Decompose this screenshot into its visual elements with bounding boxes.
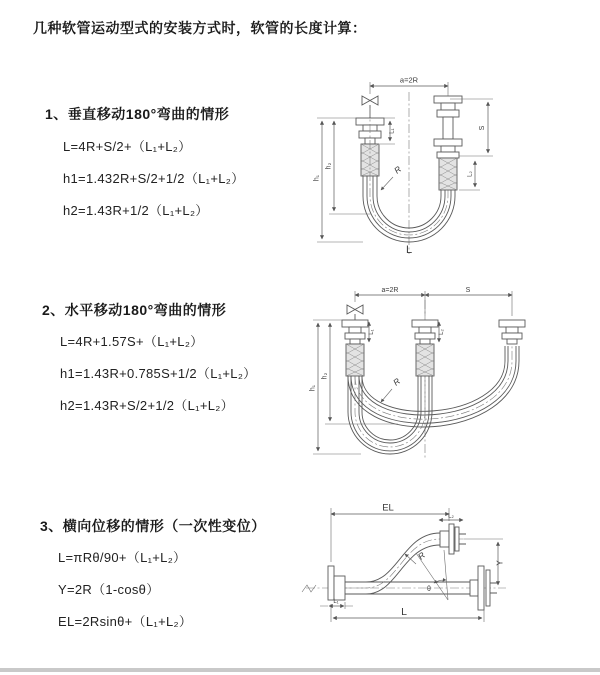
right-flange <box>434 96 462 158</box>
section-1-formula-h1: h1=1.432R+S/2+1/2（L₁+L₂） <box>63 171 245 186</box>
break-mark <box>302 585 316 592</box>
dim-s-label: S <box>479 125 486 131</box>
middle-flange <box>412 320 438 344</box>
dim-el-label: EL <box>382 502 394 514</box>
section-1-formula-h2: h2=1.43R+1/2（L₁+L₂） <box>63 203 209 218</box>
section-2-formula-L: L=4R+1.57S+（L₁+L₂） <box>60 334 204 349</box>
left-flange <box>342 320 368 344</box>
section-2-formula-h2: h2=1.43R+S/2+1/2（L₁+L₂） <box>60 398 234 413</box>
left-flange <box>328 566 345 600</box>
radius-label: R <box>392 163 404 176</box>
dim-l2-label: L₂ <box>448 513 454 520</box>
dim-a2r-label: a=2R <box>399 75 419 85</box>
dim-y-label: Y <box>495 560 505 566</box>
section-3-formula-L: L=πRθ/90+（L₁+L₂） <box>58 550 187 565</box>
radius-label: R <box>415 549 427 562</box>
page-title: 几种软管运动型式的安装方式时，软管的长度计算： <box>33 20 367 36</box>
section-3-formula-EL: EL=2Rsinθ+（L₁+L₂） <box>58 614 193 629</box>
radius-label: R <box>391 375 403 388</box>
dim-l1-label: L₁ <box>389 128 396 134</box>
dim-l1-label: L₁ <box>333 599 339 605</box>
dim-h1-label: h₁ <box>309 384 317 392</box>
right-flange <box>499 320 525 344</box>
dim-h2-label: h₂ <box>325 162 333 170</box>
section-1-heading: 1、垂直移动180°弯曲的情形 <box>45 106 230 122</box>
length-label: L <box>405 244 413 256</box>
page-bottom-edge <box>0 668 600 672</box>
valve-icon <box>347 305 363 320</box>
section-2-heading: 2、水平移动180°弯曲的情形 <box>42 302 227 318</box>
dim-l2-label: L₂ <box>439 329 445 335</box>
dim-s-label: S <box>465 287 471 294</box>
right-flange <box>470 566 497 610</box>
section-3-heading: 3、横向位移的情形（一次性变位） <box>40 518 266 534</box>
dim-a2r-label: a=2R <box>381 287 399 294</box>
section-2-formula-h1: h1=1.43R+0.785S+1/2（L₁+L₂） <box>60 366 257 381</box>
diagram-horizontal-u-bend <box>303 276 600 466</box>
dim-l-label: L <box>401 606 407 618</box>
dim-h1-label: h₁ <box>313 174 321 182</box>
diagram-vertical-u-bend <box>303 66 595 266</box>
dim-l2-label: L₂ <box>467 171 474 177</box>
dim-l1-label: L₁ <box>369 329 375 335</box>
section-1-formula-L: L=4R+S/2+（L₁+L₂） <box>63 139 192 154</box>
dim-h2-label: h₂ <box>321 372 329 380</box>
diagram-lateral-displacement <box>298 496 600 661</box>
section-3-formula-Y: Y=2R（1-cosθ） <box>58 582 160 597</box>
angle-theta-label: θ <box>427 586 431 593</box>
